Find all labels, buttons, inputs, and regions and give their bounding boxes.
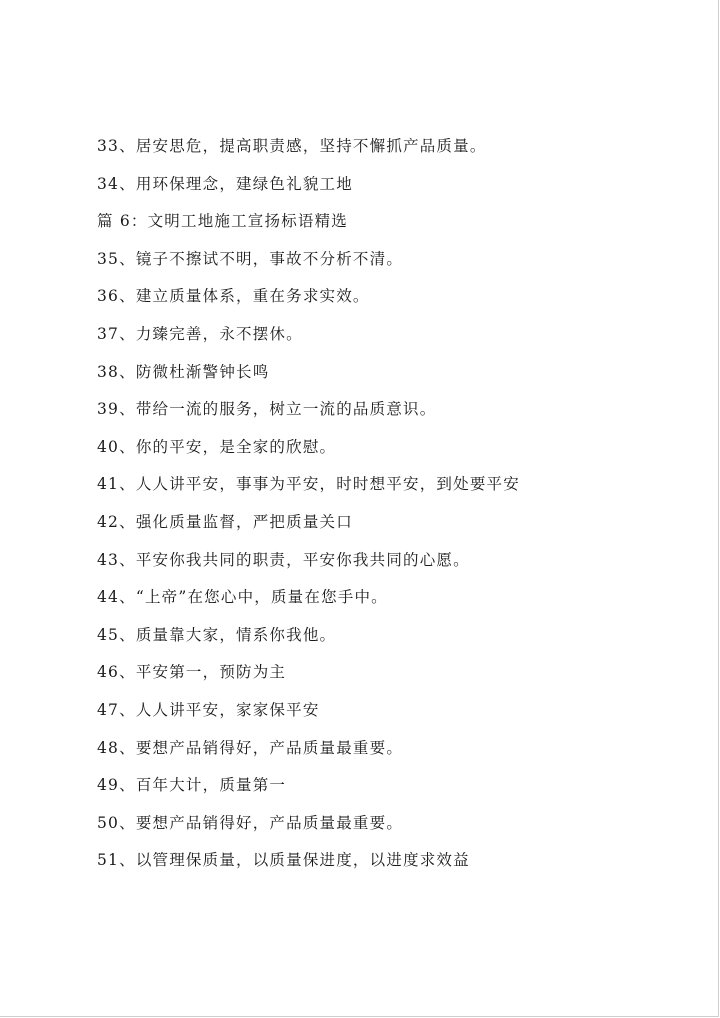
list-item: 39、带给一流的服务，树立一流的品质意识。 xyxy=(97,400,437,419)
list-item: 48、要想产品销得好，产品质量最重要。 xyxy=(97,738,404,757)
section-heading: 篇 6：文明工地施工宣扬标语精选 xyxy=(97,212,348,231)
list-item: 35、镜子不擦试不明，事故不分析不清。 xyxy=(97,249,404,268)
list-item: 45、质量靠大家，情系你我他。 xyxy=(97,625,337,644)
list-item: 37、力臻完善，永不摆休。 xyxy=(97,324,303,343)
list-item: 34、用环保理念，建绿色礼貌工地 xyxy=(97,174,353,193)
list-item: 50、要想产品销得好，产品质量最重要。 xyxy=(97,813,404,832)
list-item: 46、平安第一，预防为主 xyxy=(97,663,287,682)
list-item: 44、“上帝”在您心中，质量在您手中。 xyxy=(97,588,388,607)
list-item: 42、强化质量监督，严把质量关口 xyxy=(97,512,353,531)
list-item: 40、你的平安，是全家的欣慰。 xyxy=(97,437,337,456)
list-item: 51、以管理保质量，以质量保进度，以进度求效益 xyxy=(97,851,470,870)
list-item: 41、人人讲平安，事事为平安，时时想平安，到处要平安 xyxy=(97,475,520,494)
list-item: 36、建立质量体系，重在务求实效。 xyxy=(97,287,370,306)
list-item: 33、居安思危，提高职责感，坚持不懈抓产品质量。 xyxy=(97,137,487,155)
list-item: 47、人人讲平安，家家保平安 xyxy=(97,700,320,719)
list-item: 38、防微杜渐警钟长鸣 xyxy=(97,362,270,381)
list-item: 43、平安你我共同的职责，平安你我共同的心愿。 xyxy=(97,550,470,569)
list-item: 49、百年大计，质量第一 xyxy=(97,776,287,795)
slogan-list xyxy=(97,131,520,883)
